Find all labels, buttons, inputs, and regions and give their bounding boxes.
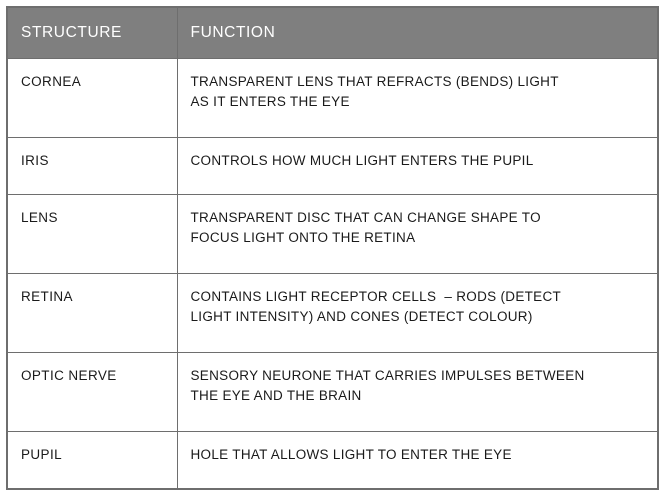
cell-structure: OPTIC NERVE <box>7 353 177 432</box>
column-header-function: FUNCTION <box>177 7 658 59</box>
function-line: LIGHT INTENSITY) AND CONES (DETECT COLOUR) <box>190 308 533 324</box>
function-line: SENSORY NEURONE THAT CARRIES IMPULSES BETWEEN <box>190 368 585 383</box>
cell-function <box>177 138 658 195</box>
table-row <box>7 353 658 432</box>
function-line: HOLE THAT ALLOWS LIGHT TO ENTER THE EYE <box>190 447 512 462</box>
eye-structure-function-table <box>6 6 659 490</box>
table-row <box>7 59 658 138</box>
table-row <box>7 432 658 490</box>
cell-function <box>177 353 658 432</box>
cell-structure: PUPIL <box>7 432 177 490</box>
table-row <box>7 274 658 353</box>
cell-structure: LENS <box>7 195 177 274</box>
cell-function <box>177 59 658 138</box>
table-body <box>7 59 658 490</box>
function-line: THE EYE AND THE BRAIN <box>190 387 362 403</box>
function-line: TRANSPARENT LENS THAT REFRACTS (BENDS) LIGHT <box>190 74 559 89</box>
function-line: CONTAINS LIGHT RECEPTOR CELLS – RODS (DETECT <box>190 289 562 304</box>
column-header-structure: STRUCTURE <box>7 7 177 59</box>
function-line: TRANSPARENT DISC THAT CAN CHANGE SHAPE TO <box>190 210 541 225</box>
table-row <box>7 195 658 274</box>
table-header-row <box>7 7 658 59</box>
cell-function <box>177 274 658 353</box>
cell-function <box>177 432 658 490</box>
cell-structure: RETINA <box>7 274 177 353</box>
cell-structure: IRIS <box>7 138 177 195</box>
cell-function <box>177 195 658 274</box>
function-line: AS IT ENTERS THE EYE <box>190 93 350 109</box>
table-header <box>7 7 658 59</box>
table-row <box>7 138 658 195</box>
cell-structure: CORNEA <box>7 59 177 138</box>
function-line: FOCUS LIGHT ONTO THE RETINA <box>190 229 416 245</box>
function-line: CONTROLS HOW MUCH LIGHT ENTERS THE PUPIL <box>190 153 534 168</box>
